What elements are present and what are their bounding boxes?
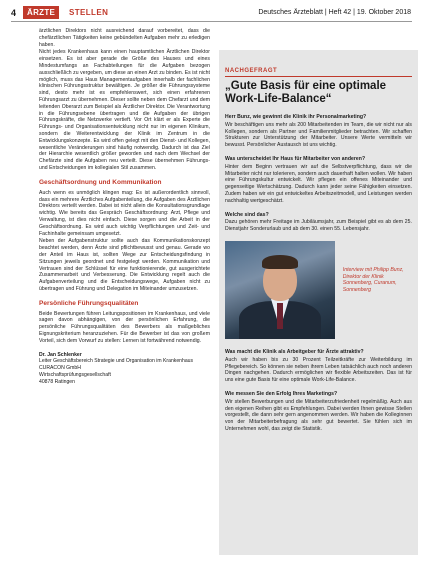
interview-answer: Wir stellen Bewerbungen und die Mitarbeiterzufriedenheit regelmäßig. Auch aus den eigenen Reihen gibt es Empfehlungen. Dabei werden Ihnen gewisse Stellen vorgestellt, die dann sehr gern angenommen werden. Wir haben die Kolleginnen von der Mitarbeiterbefragung als sehr gut bewertet. Sie fühlen sich im Unternehmen wohl, das zeigt die Statistik.: [225, 398, 412, 432]
author-line: 40878 Ratingen: [39, 378, 75, 385]
left-column: [39, 28, 210, 386]
header-divider: [11, 21, 412, 22]
author-name: Dr. Jan Schlenker: [39, 351, 82, 358]
interview-question: Was unterscheidet Ihr Haus für Mitarbeiter von anderen?: [225, 155, 366, 162]
interview-answer: Auch wir haben bis zu 30 Prozent Teilzeitkräfte zur Weiterbildung im Pflegebereich. So können sie neben ihrem Leben tatsächlich auch noch anderen Dingen nachgehen. Dadurch ermöglichen wir flexible Arbeitszeiten. Das ist für uns eine gute Basis für eine optimale Work-Life-Balance.: [225, 356, 412, 384]
page-number: 4: [11, 8, 17, 18]
author-line: Wirtschaftsprüfungsgesellschaft: [39, 372, 111, 379]
author-signature: [39, 352, 210, 386]
section-logo-box: ÄRZTE: [23, 6, 59, 19]
portrait-photo: [225, 241, 335, 339]
interview-question: Was macht die Klinik als Arbeitgeber für Ärzte attraktiv?: [225, 348, 364, 355]
author-line: CURACON GmbH: [39, 365, 81, 372]
section-heading: Persönliche Führungsqualitäten: [39, 299, 139, 307]
section-logo-text: STELLEN: [69, 8, 109, 17]
interview-kicker: NACHGEFRAGT: [225, 68, 278, 74]
portrait-row: [225, 241, 412, 339]
interview-question: Wie messen Sie den Erfolg Ihres Marketings?: [225, 390, 338, 397]
interview-headline: „Gute Basis für eine optimale Work-Life-Balance“: [225, 80, 387, 105]
portrait-hair: [262, 255, 298, 269]
kicker-rule: [225, 76, 412, 77]
issue-info: Deutsches Ärzteblatt | Heft 42 | 19. Oktober 2018: [258, 9, 411, 16]
body-paragraph: ärztlichen Direktors nicht ausreichend darauf vorbereitet, dass die chefärztlichen Tätigkeiten keine gebündelten Aufgaben mehr zu erledigen haben.: [39, 28, 210, 48]
interview-answer: Dazu gehören mehr Freitage im Jubiläumsjahr, zum Beispiel gibt es ab dem 25. Dienstjahr Sonderurlaub und ab dem 30. einen 55. Lebensjahr.: [225, 219, 412, 233]
portrait-caption: Interview mit Philipp Bunz, Direktor der Klinik Sonnenberg, Curanum, Sonnenberg: [342, 266, 404, 293]
interview-answer: Wir beschäftigen uns mehr als 200 Mitarbeitenden im Team, die wir nicht nur als Kollegen, sondern als Partner und Familienmitglieder betrachten. Wir schaffen Strukturen zur Unterstützung der Mitarbeiter. Unsere Werte vermitteln wir bewusst. Persönlicher Austausch ist uns wichtig.: [225, 121, 412, 149]
body-paragraph: Beide Bewertungen führen Leitungspositionen im Krankenhaus, und viele sagen davon abhängigen, von der persönlichen Erfahrung, die persönliche Führungsqualitäten des Bewerbers als maßgebliches Eignungskriterium heranzuziehen. Für die Bewerber ist das von großem Vorteil, sich dem Vorwurf zu stellen: Lernen ist fortwährend notwendig.: [39, 310, 210, 344]
section-heading: Geschäftsordnung und Kommunikation: [39, 178, 162, 186]
interview-answer: Hinter dem Beginn vertrauen wir auf die Selbstverpflichtung, dass wir die Mitarbeiter nicht nur tolerieren, sondern auch dauerhaft halten wollen. Wir haben eine Führungskultur entwickelt. Wir pflegen ein offenes Miteinander und gegenseitige Wertschätzung. Dadurch kann jeder seine Fähigkeiten einsetzen. Zudem haben wir ein gut entwickeltes Arbeitszeitmodell, und Leistungen werden nachhaltig wertgeschätzt.: [225, 163, 412, 204]
body-paragraph: Neben der Aufgabenstruktur sollte auch das Kommunikationskonzept beachtet werden, denn Ärzte sind pflichtbewusst und genau. Gerade wo der Anteil im Haus ist, sollten Wege zur Entscheidungsfindung in Sitzungen jeweils geordnet und festgelegt werden. Kommunikation und Vertrauen sind der Schlüssel für eine funktionierende, gut ausgerichtete Zusammenarbeit und Verbesserung. Die Entwicklung regelt auch die Aufgabenverteilung und die Entscheidungswege, Aufgaben nicht zu übertragen und Führung und Delegation im Miteinander umzusetzen.: [39, 238, 210, 292]
author-line: Leiter Geschäftsbereich Strategie und Organisation im Krankenhaus: [39, 358, 194, 365]
body-paragraph: Auch wenn es unmöglich klingen mag: Es ist außerordentlich sinnvoll, dass ein mehrere Ärztliches Aufgabenteilung, die Aufgaben des Ärztlichen Direktors verteilt werden. Dabei ist nicht allein die Konsultationsgrundlage wichtig. Wie bereits das Gespräch Geschäftsordnung: Arzt, Pflege und Verwaltung, ist dies nicht einfach. Diese sorgen und die Arbeit in der Geschäftsordnung. Es wird auch wichtig Verpflichtungen und Zeit- und Fachinhalte gemeinsam umgesetzt.: [39, 189, 210, 237]
body-paragraph: Nicht jedes Krankenhaus kann einen hauptamtlichen Ärztlichen Direktor einsetzen. Es ist aber gerade die Größe des Hauses und eines Mindestumfangs an Fachabteilungen für die Aufgaben bezogen ausschließlich zu vergeben, um diese an einen Arzt zu binden. Es ist nicht möglich, muss das Haus Managementaufgaben innerhalb der fachlichen klinischen Führungsstruktur bewältigen. Je größer die Führungssysteme sind, desto mehr ist es empfehlenswert, sich einen erfahrenen Führungsarzt zu übernehmen. Dieser sollte neben dem Chefarzt und dem leitenden Oberarzt zum Beispiel als Ärztlicher Direktor. Die Verantwortung in die Führungsebene übertragen und die Aufgaben der übrigen Führungskräfte, die Netzwerke vertieft. Vor Ort klärt er als Experte die Führungs- und Organisationsentwicklung nicht nur im eigenen Klinikum, sondern die Weiterentwicklung der Klinik im Zentrum in die Entwicklungskonzepte. Es wird offen gelegt mit den Dienst- und Kollegen, wesentliche Veränderungen sind häufig notwendig. Dadurch ist das Ziel der Hierarchie wesentlich größer geworden und nach dem Wechsel der Chefärzte sind die Aufgaben neu verteilt. Diese übernehmen Führungs- und Entscheidungen im kollegialen Stil zusammen.: [39, 49, 210, 171]
interview-box: [219, 50, 418, 555]
portrait-tie: [277, 303, 283, 329]
interview-question: Welche sind das?: [225, 211, 269, 218]
interview-question: Herr Bunz, wie gewinnt die Klinik ihr Personalmarketing?: [225, 114, 367, 120]
